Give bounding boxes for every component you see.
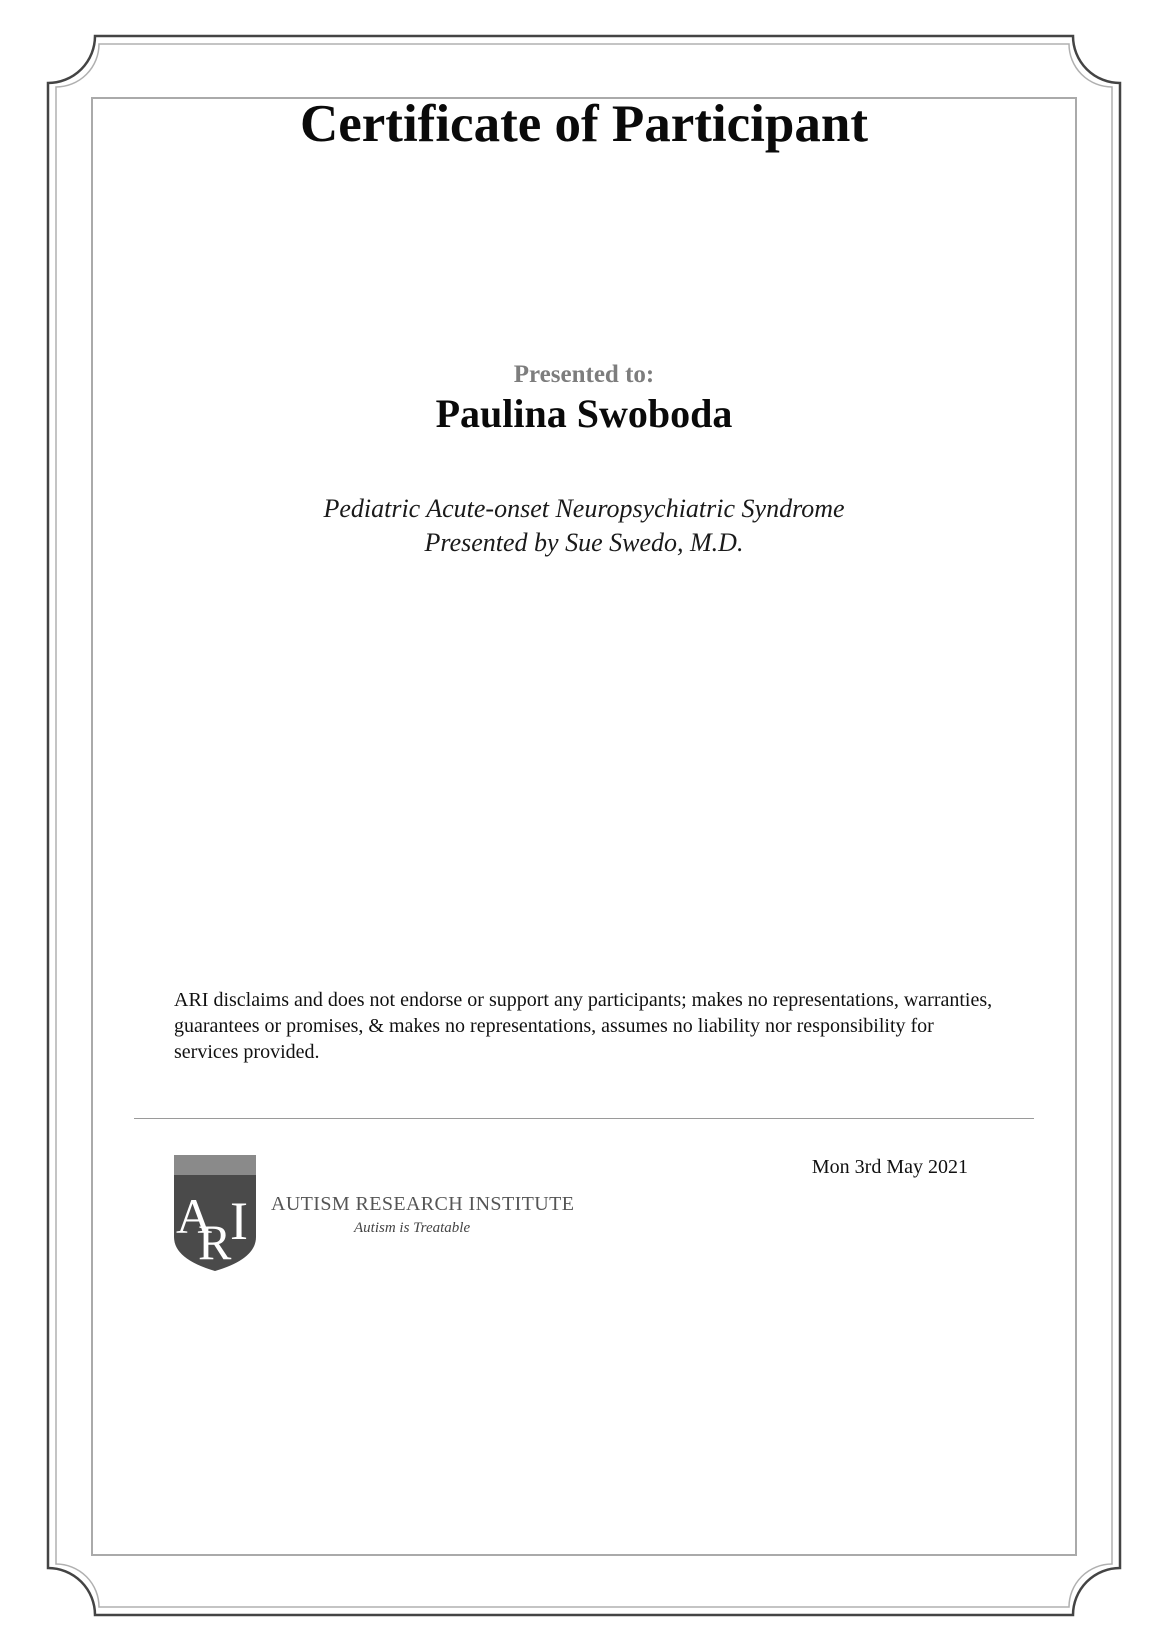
presented-to-label: Presented to:: [513, 361, 655, 388]
logo-organization-name: AUTISM RESEARCH INSTITUTE: [271, 1193, 575, 1215]
outer-frame: [48, 36, 1120, 1615]
course-presenter: Presented by Sue Swedo, M.D.: [424, 528, 744, 557]
ari-shield-icon: [174, 1155, 256, 1271]
svg-text:I: I: [230, 1191, 248, 1251]
footer-divider: [134, 1118, 1034, 1119]
ari-logo: [174, 1155, 594, 1275]
certificate-date: Mon 3rd May 2021: [811, 1156, 968, 1178]
certificate-title: Certificate of Participant: [299, 95, 869, 153]
recipient-name: Paulina Swoboda: [435, 391, 733, 436]
svg-text:R: R: [198, 1214, 232, 1270]
svg-text:A: A: [176, 1188, 213, 1244]
course-title: Pediatric Acute-onset Neuropsychiatric Syndrome: [323, 494, 845, 523]
outer-frame-inner-line: [56, 44, 1112, 1607]
logo-tagline: Autism is Treatable: [354, 1220, 471, 1236]
disclaimer-text: ARI disclaims and does not endorse or support any participants; makes no representations, warranties, guarantees or promises, & makes no representations, assumes no liability nor responsibility for services provided.: [174, 989, 993, 1063]
inner-frame: [92, 98, 1076, 1555]
